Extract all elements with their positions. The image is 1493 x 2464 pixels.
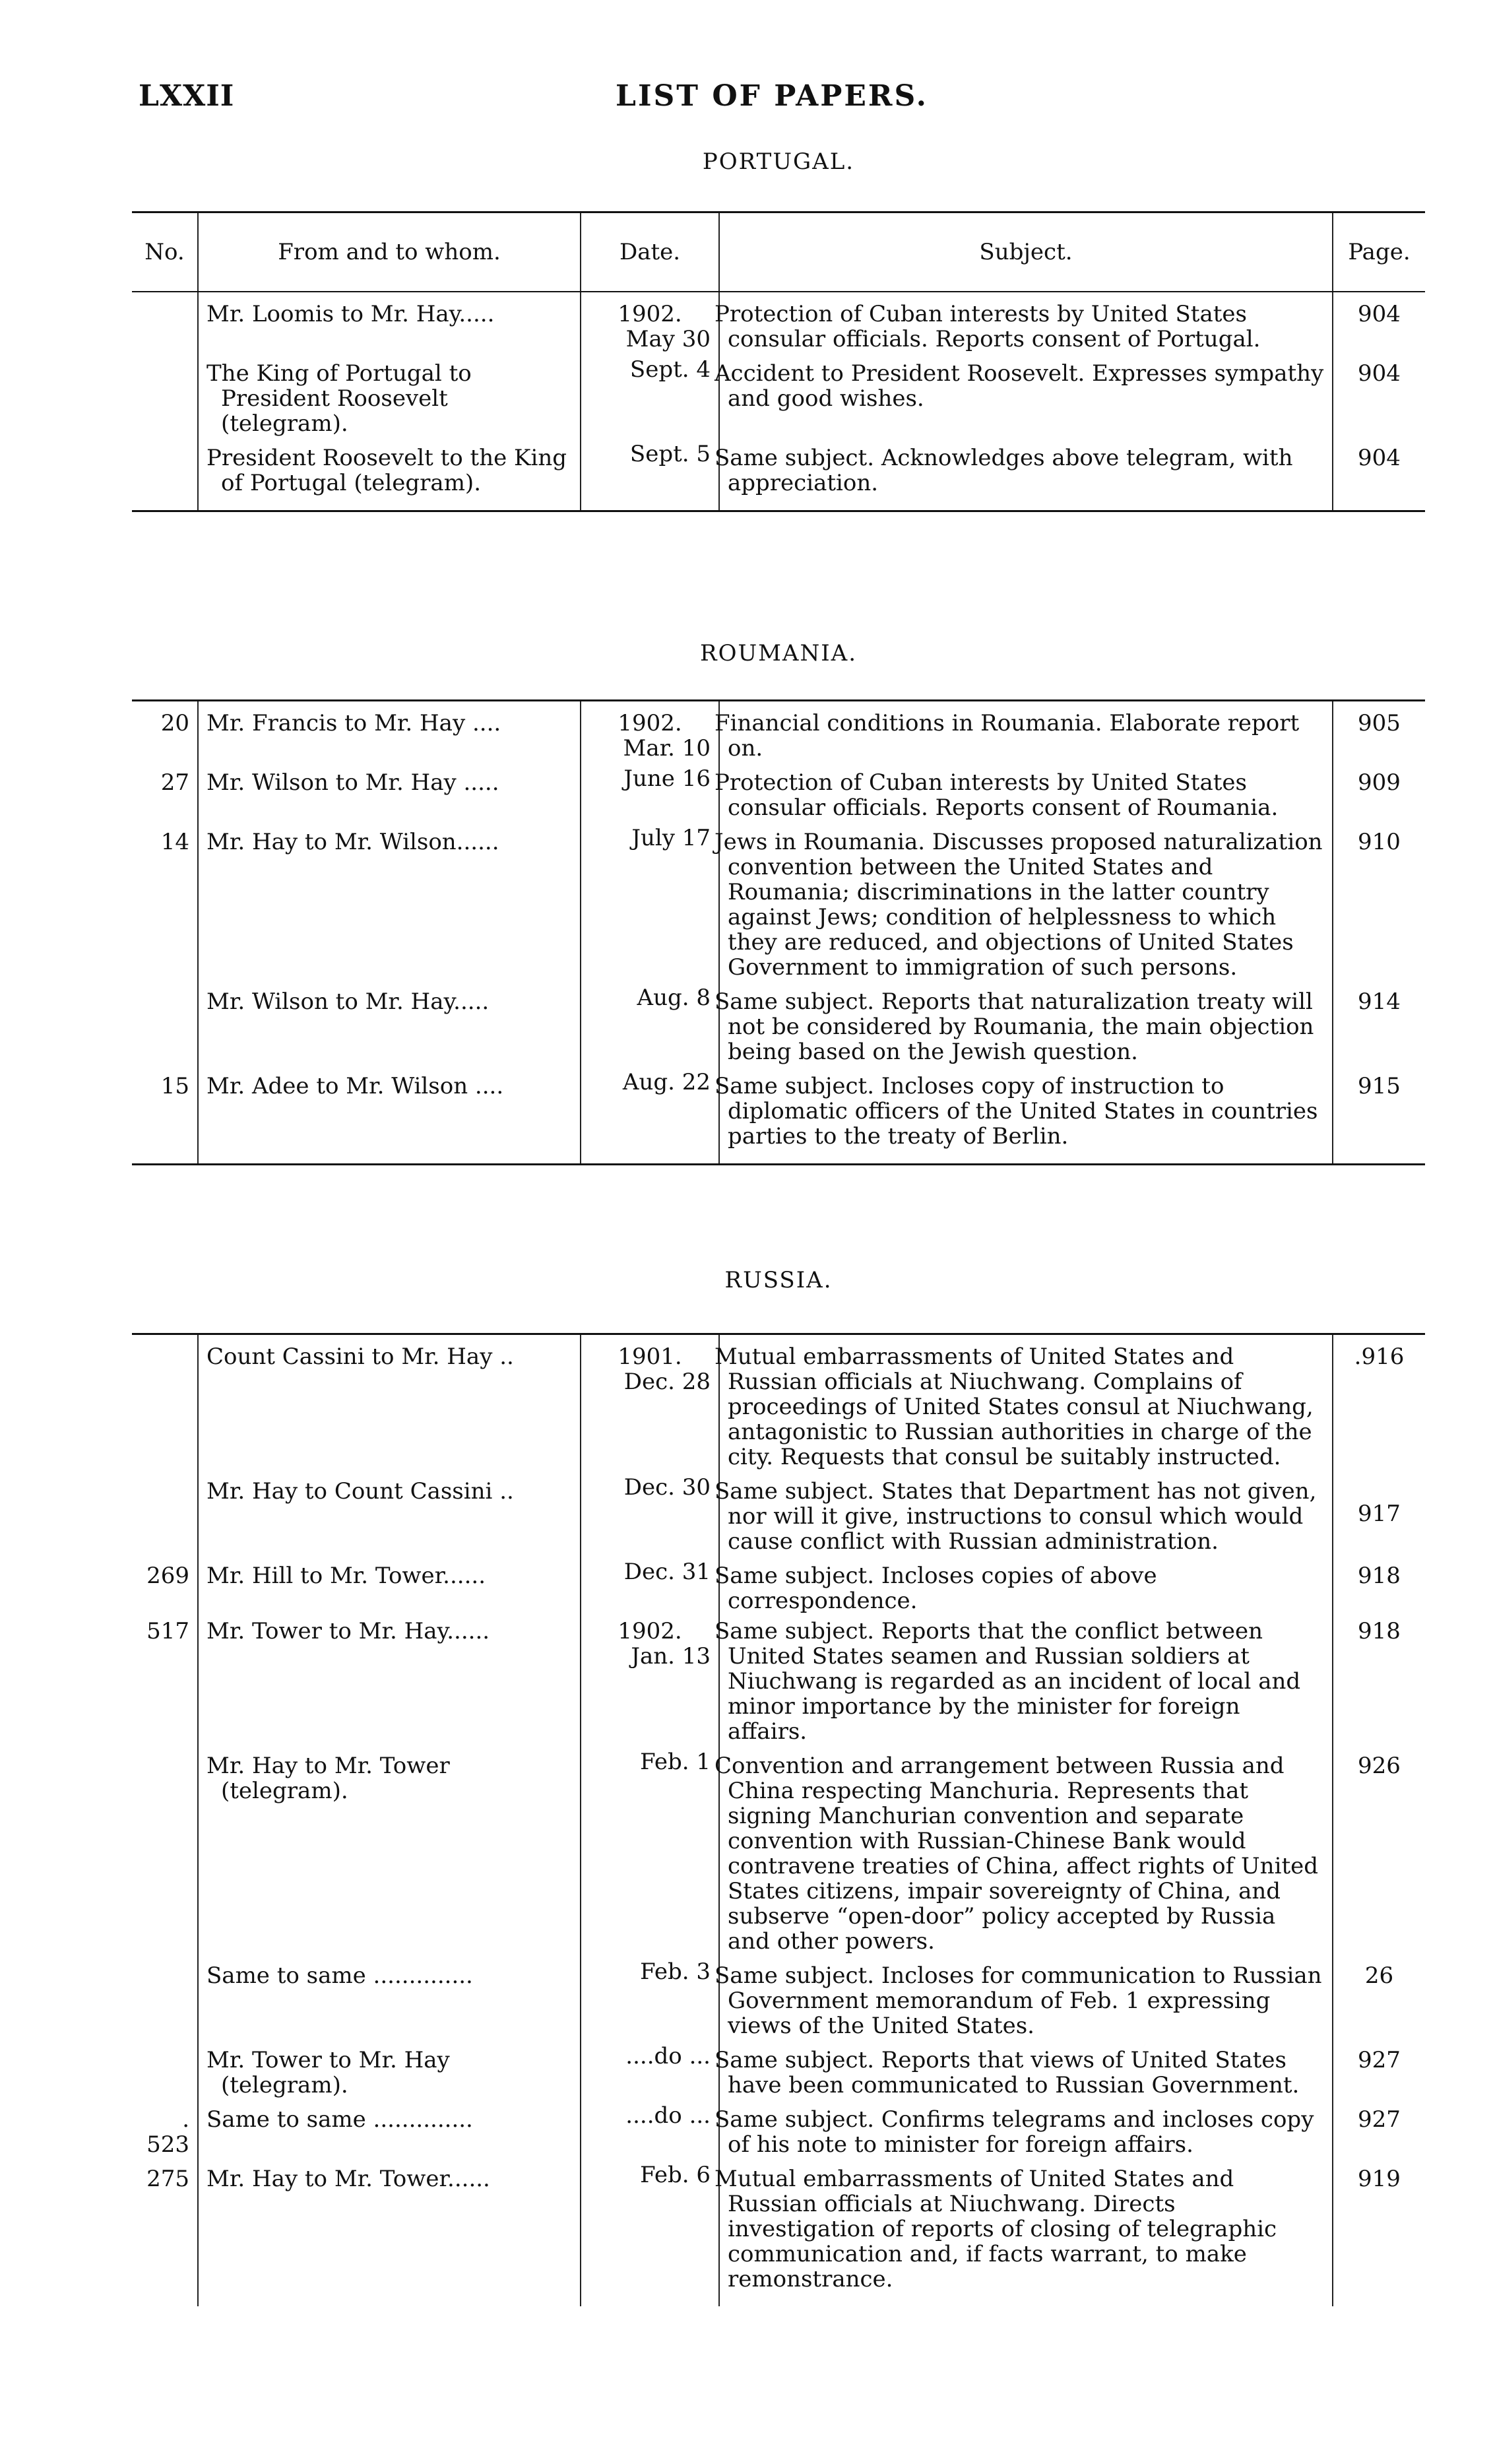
- date-text: Feb. 1: [640, 1749, 711, 1775]
- date-text: Dec. 30: [623, 1474, 711, 1501]
- table-row: [132, 1475, 1425, 1559]
- papers-table: [132, 701, 1425, 1163]
- section-russia: [132, 1260, 1425, 2306]
- table-row: [132, 357, 1425, 441]
- subject-text: Same subject. Acknowledges above telegram, with appreciation.: [719, 441, 1333, 501]
- subject-text: Same subject. Confirms telegrams and incloses copy of his note to minister for foreign affairs.: [719, 2103, 1333, 2162]
- paper-number: 15: [160, 1073, 189, 1099]
- from-text: Mr. Wilson to Mr. Hay.....: [206, 989, 490, 1015]
- page-ref: 905: [1333, 711, 1425, 766]
- date-text: Dec. 31: [623, 1559, 711, 1585]
- paper-number: [132, 357, 198, 441]
- subject-text: Convention and arrangement between Russia and China respecting Manchuria. Represents that signing Manchurian convention and separate convention with Russian-Chinese Bank would contravene treaties of China, affect rights of United States citizens, impair sovereignty of China, and subserve “open-door” policy accepted by Russia and other powers.: [719, 1749, 1333, 1959]
- page-ref: .916: [1333, 1344, 1425, 1475]
- date-text: July 17: [631, 825, 711, 851]
- date-cell: [581, 2103, 719, 2162]
- from-text: Mr. Wilson to Mr. Hay .....: [206, 769, 499, 796]
- date-year: 1902.: [618, 1618, 682, 1644]
- from-text: The King of Portugal to President Roosevelt (telegram).: [206, 360, 472, 437]
- date-text: Mar. 10: [623, 735, 711, 762]
- column-header-no: No.: [132, 213, 198, 292]
- from-and-to: [198, 1959, 581, 2044]
- from-and-to: [198, 2103, 581, 2162]
- date-text: June 16: [623, 765, 711, 792]
- from-text: Mr. Tower to Mr. Hay (telegram).: [206, 2047, 450, 2098]
- paper-number: 275: [146, 2166, 189, 2192]
- date-cell: [581, 441, 719, 501]
- paper-number: [132, 2044, 198, 2103]
- date-text: Jan. 13: [631, 1643, 711, 1670]
- subject-text: Same subject. Incloses copy of instruction to diplomatic officers of the United States in countries parties to the treaty of Berlin.: [719, 1070, 1333, 1154]
- paper-number: . 523: [146, 2106, 189, 2158]
- from-and-to: [198, 1344, 581, 1475]
- page-ref: 904: [1333, 357, 1425, 441]
- section-title: RUSSIA.: [724, 1267, 833, 1293]
- table-row: [132, 826, 1425, 985]
- page-ref: 904: [1333, 441, 1425, 501]
- paper-number: 20: [160, 710, 189, 736]
- date-cell: [581, 1475, 719, 1559]
- date-cell: [581, 1959, 719, 2044]
- from-and-to: [198, 826, 581, 985]
- page-ref: 918: [1333, 1619, 1425, 1749]
- date-year: 1902.: [618, 710, 682, 736]
- from-and-to: [198, 441, 581, 501]
- table-row: [132, 766, 1425, 826]
- paper-number: [132, 2297, 198, 2306]
- page-number: LXXII: [139, 79, 235, 113]
- table-row: [132, 302, 1425, 357]
- date-cell: [581, 1070, 719, 1154]
- header-row: [132, 213, 1425, 292]
- table-row: [132, 2103, 1425, 2162]
- paper-number: 14: [160, 829, 189, 855]
- subject-text: Protection of Cuban interests by United States consular officials. Reports consent of Roumania.: [719, 766, 1333, 826]
- date-cell: [581, 1559, 719, 1619]
- date-cell: [581, 711, 719, 766]
- papers-table: [132, 1335, 1425, 2306]
- from-and-to: [198, 302, 581, 357]
- table-row: [132, 1344, 1425, 1475]
- paper-number: [132, 441, 198, 501]
- section-title: ROUMANIA.: [699, 640, 858, 666]
- table-row: [132, 2162, 1425, 2297]
- paper-number: [132, 1344, 198, 1475]
- from-text: President Roosevelt to the King of Portugal (telegram).: [206, 445, 567, 496]
- table-row: [132, 441, 1425, 501]
- table-row: [132, 1559, 1425, 1619]
- subject-text: Same subject. Incloses copies of above correspondence.: [719, 1559, 1333, 1619]
- date-cell: [581, 2162, 719, 2297]
- section-title: PORTUGAL.: [702, 148, 855, 175]
- date-cell: [581, 2044, 719, 2103]
- subject-text: Accident to President Roosevelt. Expresses sympathy and good wishes.: [719, 357, 1333, 441]
- from-and-to: [198, 1619, 581, 1749]
- subject-text: Protection of Cuban interests by United States consular officials. Reports consent of Portugal.: [719, 302, 1333, 357]
- table-row: [132, 1070, 1425, 1154]
- subject-text: Same subject. States that Department has not given, nor will it give, instructions to consul which would cause conflict with Russian administration.: [719, 1475, 1333, 1559]
- date-text: Sept. 4: [629, 356, 711, 383]
- date-cell: [581, 302, 719, 357]
- table-row: [132, 1959, 1425, 2044]
- table-row: [132, 1619, 1425, 1749]
- page-title: LIST OF PAPERS.: [616, 79, 928, 113]
- from-and-to: [198, 2044, 581, 2103]
- from-text: Count Cassini to Mr. Hay ..: [206, 1344, 514, 1370]
- page-ref: 917: [1333, 1475, 1425, 1559]
- papers-table: [132, 213, 1425, 510]
- date-text: Feb. 3: [640, 1959, 711, 1985]
- from-and-to: [198, 1070, 581, 1154]
- subject-text: Financial conditions in Roumania. Elaborate report on.: [719, 711, 1333, 766]
- from-text: Mr. Hay to Mr. Wilson......: [206, 829, 499, 855]
- column-header-from: From and to whom.: [198, 213, 581, 292]
- table-row: [132, 2044, 1425, 2103]
- table-row: [132, 985, 1425, 1070]
- date-cell: [581, 826, 719, 985]
- page-ref: 904: [1333, 302, 1425, 357]
- date-cell: [581, 357, 719, 441]
- from-text: Mr. Francis to Mr. Hay ....: [206, 710, 501, 736]
- date-text: Dec. 28: [623, 1369, 711, 1395]
- from-text: Same to same ..............: [206, 2106, 473, 2133]
- subject-text: Same subject. Reports that views of United States have been communicated to Russian Government.: [719, 2044, 1333, 2103]
- page-ref: [1333, 2297, 1425, 2306]
- section-rule: [132, 510, 1425, 512]
- from-text: Mr. Hay to Mr. Tower (telegram).: [206, 1753, 450, 1804]
- date-cell: [581, 766, 719, 826]
- page-ref: 909: [1333, 766, 1425, 826]
- page-ref: 927: [1333, 2103, 1425, 2162]
- from-and-to: [198, 2297, 581, 2306]
- from-text: Mr. Adee to Mr. Wilson ....: [206, 1073, 504, 1099]
- column-header-page: Page.: [1333, 213, 1425, 292]
- subject-text: Mutual embarrassments of United States and Russian officials at Niuchwang. Complains of proceedings of United States consul at Niuchwang, antagonistic to Russian authorities in charge of the city. Requests that consul be suitably instructed.: [719, 1344, 1333, 1475]
- paper-number: [132, 1959, 198, 2044]
- subject-text: Jews in Roumania. Discusses proposed naturalization convention between the United States and Roumania; discriminations in the latter country against Jews; condition of helplessness to which they are reduced, and objections of United States Government to immigration of such persons.: [719, 826, 1333, 985]
- section-portugal: [132, 142, 1425, 512]
- date-text: ....do ...: [625, 2043, 711, 2069]
- from-and-to: [198, 1475, 581, 1559]
- table-row: [132, 1749, 1425, 1959]
- date-cell: [581, 985, 719, 1070]
- page-header: [139, 79, 1405, 132]
- from-text: Mr. Loomis to Mr. Hay.....: [206, 301, 495, 327]
- date-text: Aug. 22: [622, 1069, 711, 1095]
- date-cell: [581, 1344, 719, 1475]
- from-text: Mr. Hay to Mr. Tower......: [206, 2166, 490, 2192]
- subject-text: Same subject. Incloses for communication to Russian Government memorandum of Feb. 1 expressing views of the United States.: [719, 1959, 1333, 2044]
- date-cell: [581, 1619, 719, 1749]
- from-text: Same to same ..............: [206, 1962, 473, 1989]
- subject-text: [719, 2297, 1333, 2306]
- date-text: ....do ...: [625, 2102, 711, 2129]
- section-rule: [132, 1163, 1425, 1165]
- subject-text: Same subject. Reports that the conflict between United States seamen and Russian soldiers at Niuchwang is regarded as an incident of local and minor importance by the minister for foreign affairs.: [719, 1619, 1333, 1749]
- subject-text: Same subject. Reports that naturalization treaty will not be considered by Roumania, the main objection being based on the Jewish question.: [719, 985, 1333, 1070]
- paper-number: [132, 302, 198, 357]
- from-and-to: [198, 711, 581, 766]
- from-and-to: [198, 357, 581, 441]
- paper-number: 269: [146, 1563, 189, 1589]
- page-ref: 918: [1333, 1559, 1425, 1619]
- column-header-date: Date.: [581, 213, 719, 292]
- page-ref: 915: [1333, 1070, 1425, 1154]
- page-ref: 919: [1333, 2162, 1425, 2297]
- from-and-to: [198, 1749, 581, 1959]
- date-text: Aug. 8: [637, 985, 711, 1011]
- from-text: Mr. Tower to Mr. Hay......: [206, 1618, 490, 1644]
- date-text: Feb. 6: [640, 2162, 711, 2188]
- from-and-to: [198, 766, 581, 826]
- from-and-to: [198, 1559, 581, 1619]
- column-header-subject: Subject.: [719, 213, 1333, 292]
- page-ref: 914: [1333, 985, 1425, 1070]
- paper-number: 517: [146, 1618, 189, 1644]
- date-cell: [581, 2297, 719, 2306]
- paper-number: [132, 1749, 198, 1959]
- paper-number: [132, 1475, 198, 1559]
- page-ref: 26: [1333, 1959, 1425, 2044]
- date-text: May 30: [625, 326, 711, 352]
- paper-number: [132, 985, 198, 1070]
- table-row: [132, 711, 1425, 766]
- subject-text: Mutual embarrassments of United States and Russian officials at Niuchwang. Directs investigation of reports of closing of telegraphic communication and, if facts warrant, to make remonstrance.: [719, 2162, 1333, 2297]
- from-text: Mr. Hill to Mr. Tower......: [206, 1563, 486, 1589]
- section-roumania: [132, 633, 1425, 1165]
- page-ref: 926: [1333, 1749, 1425, 1959]
- date-text: Sept. 5: [629, 441, 711, 467]
- page-ref: 910: [1333, 826, 1425, 985]
- from-and-to: [198, 985, 581, 1070]
- from-and-to: [198, 2162, 581, 2297]
- page-ref: 927: [1333, 2044, 1425, 2103]
- date-year: 1902.: [618, 301, 682, 327]
- date-cell: [581, 1749, 719, 1959]
- table-row: [132, 2297, 1425, 2306]
- paper-number: 27: [160, 769, 189, 796]
- from-text: Mr. Hay to Count Cassini ..: [206, 1478, 514, 1505]
- date-year: 1901.: [618, 1344, 682, 1370]
